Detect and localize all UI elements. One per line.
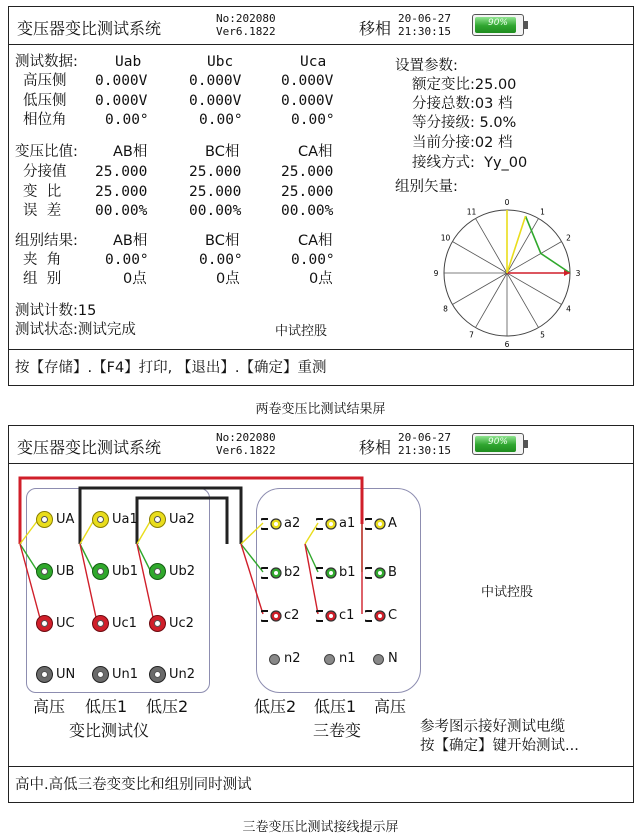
value-low-uab: 0.000V xyxy=(95,93,148,109)
transformer-terminal-label: C xyxy=(388,608,398,623)
clock-number: 11 xyxy=(466,207,477,217)
transformer-terminal-label: a2 xyxy=(284,516,301,531)
group-title: 组别结果: xyxy=(15,233,78,249)
clock-number: 7 xyxy=(469,330,474,340)
instrument-terminal-label: UC xyxy=(56,616,75,631)
label-low1: 低压1 xyxy=(85,697,128,716)
row-label-group: 组 别 xyxy=(23,271,62,287)
instrument-terminal-ub1 xyxy=(92,563,109,580)
vector-title: 组别矢量: xyxy=(395,179,458,195)
clock-spoke xyxy=(476,218,508,273)
instrument-terminal-un2 xyxy=(149,666,166,683)
clock-number: 5 xyxy=(540,330,545,340)
mode-label: 移相 xyxy=(359,438,392,457)
wire-segment xyxy=(305,544,318,614)
clock-number: 10 xyxy=(440,233,451,243)
value-high-uab: 0.000V xyxy=(95,73,148,89)
value-high-uca: 0.000V xyxy=(281,73,334,89)
label-high: 高压 xyxy=(33,697,66,716)
transformer-terminal-label: n2 xyxy=(284,651,301,666)
value-error-bc: 00.00% xyxy=(189,203,242,219)
row-label-error: 误 差 xyxy=(23,203,62,219)
value-ratio-ab: 25.000 xyxy=(95,184,148,200)
transformer-terminal-label: B xyxy=(388,565,397,580)
value-tap-bc: 25.000 xyxy=(189,164,242,180)
row-label-low: 低压侧 xyxy=(23,93,67,109)
transformer-terminal-n1 xyxy=(324,654,335,665)
value-group-bc: 0点 xyxy=(216,271,240,287)
value-low-ubc: 0.000V xyxy=(189,93,242,109)
transformer-terminal-b2 xyxy=(261,567,283,579)
caption-wiring-screen: 三卷变压比测试接线提示屏 xyxy=(242,820,399,835)
label-tr-high: 高压 xyxy=(374,697,407,716)
watermark: 中试控股 xyxy=(275,324,328,339)
value-error-ab: 00.00% xyxy=(95,203,148,219)
settings-title: 设置参数: xyxy=(395,58,458,74)
test-count: 测试计数:15 xyxy=(15,303,97,319)
serial-number: No:202080 xyxy=(216,431,276,444)
version-number: Ver6.1822 xyxy=(216,25,276,38)
transformer-terminal-a2 xyxy=(261,518,283,530)
instrument-terminal-label: Uc2 xyxy=(169,616,194,631)
wire-segment xyxy=(20,520,38,544)
transformer-terminal-n xyxy=(373,654,384,665)
wire-segment xyxy=(20,544,38,572)
measure-col-ubc: Ubc xyxy=(207,54,234,70)
transformer-terminal-label: b2 xyxy=(284,565,301,580)
instrument-terminal-label: Ua2 xyxy=(169,512,195,527)
instrument-terminal-un1 xyxy=(92,666,109,683)
transformer-terminal-a1 xyxy=(316,518,338,530)
value-phase-ubc: 0.00° xyxy=(199,112,243,128)
instrument-terminal-ua2 xyxy=(149,511,166,528)
instrument-terminal-uc1 xyxy=(92,615,109,632)
transformer-terminal-label: n1 xyxy=(339,651,356,666)
transformer-terminal-b1 xyxy=(316,567,338,579)
row-label-angle: 夹 角 xyxy=(23,252,62,268)
transformer-terminal-c2 xyxy=(261,610,283,622)
phasor-green xyxy=(525,216,540,253)
clock-spoke xyxy=(452,273,507,305)
setting-current-tap: 当前分接:02 档 xyxy=(412,135,513,151)
vector-clock-diagram xyxy=(427,193,587,353)
ratio-col-ab: AB相 xyxy=(113,144,148,160)
value-low-uca: 0.000V xyxy=(281,93,334,109)
instrument-terminal-label: UN xyxy=(56,667,76,682)
clock-number: 4 xyxy=(566,304,571,314)
group-col-ab: AB相 xyxy=(113,233,148,249)
instrument-terminal-ua xyxy=(36,511,53,528)
transformer-terminal-label: c1 xyxy=(339,608,355,623)
ratio-col-ca: CA相 xyxy=(298,144,333,160)
setting-rated-ratio: 额定变比:25.00 xyxy=(412,77,517,93)
instrument-terminal-label: Ua1 xyxy=(112,512,138,527)
clock-number: 6 xyxy=(504,340,510,349)
value-ratio-ca: 25.000 xyxy=(281,184,334,200)
wire-segment xyxy=(20,544,41,622)
transformer-terminal-label: c2 xyxy=(284,608,300,623)
label-tr-low1: 低压1 xyxy=(314,697,357,716)
result-screen xyxy=(8,6,634,386)
time-label: 21:30:15 xyxy=(398,444,451,457)
transformer-terminal-n2 xyxy=(269,654,280,665)
battery-percent: 90% xyxy=(487,437,508,447)
serial-number: No:202080 xyxy=(216,12,276,25)
measure-title: 测试数据: xyxy=(15,54,78,70)
value-high-ubc: 0.000V xyxy=(189,73,242,89)
datetime xyxy=(398,12,451,38)
transformer-name: 三卷变 xyxy=(313,721,362,740)
battery-percent: 90% xyxy=(487,18,508,28)
measure-col-uca: Uca xyxy=(300,54,327,70)
transformer-terminal-c xyxy=(365,610,387,622)
wire-segment xyxy=(80,544,97,622)
value-tap-ca: 25.000 xyxy=(281,164,334,180)
hint-line2: 按【确定】键开始测试... xyxy=(420,738,579,754)
time-label: 21:30:15 xyxy=(398,25,451,38)
measure-col-uab: Uab xyxy=(115,54,142,70)
clock-spoke xyxy=(476,273,508,328)
phasor-green-2 xyxy=(541,253,570,273)
test-status: 测试状态:测试完成 xyxy=(15,322,136,338)
value-phase-uca: 0.00° xyxy=(291,112,335,128)
instrument-name: 变比测试仪 xyxy=(69,721,150,740)
hint-line1: 参考图示接好测试电缆 xyxy=(420,719,565,735)
instrument-terminal-label: Un1 xyxy=(112,667,139,682)
wire-segment xyxy=(241,523,263,544)
wire-segment xyxy=(80,520,94,544)
transformer-terminal-label: a1 xyxy=(339,516,356,531)
group-col-bc: BC相 xyxy=(205,233,240,249)
instrument-terminal-ub xyxy=(36,563,53,580)
instrument-terminal-label: UA xyxy=(56,512,75,527)
clock-number: 1 xyxy=(540,207,545,217)
row-label-tap: 分接值 xyxy=(23,164,67,180)
instrument-terminal-ub2 xyxy=(149,563,166,580)
wire-segment xyxy=(137,544,154,622)
transformer-terminal-a xyxy=(365,518,387,530)
value-ratio-bc: 25.000 xyxy=(189,184,242,200)
value-angle-ca: 0.00° xyxy=(291,252,335,268)
transformer-terminal-b xyxy=(365,567,387,579)
label-tr-low2: 低压2 xyxy=(254,697,297,716)
battery-icon xyxy=(472,14,524,36)
transformer-terminal-label: b1 xyxy=(339,565,356,580)
date-label: 20-06-27 xyxy=(398,12,451,25)
value-group-ab: 0点 xyxy=(123,271,147,287)
row-label-ratio: 变 比 xyxy=(23,184,62,200)
phasor-yellow-2 xyxy=(507,216,525,273)
value-error-ca: 00.00% xyxy=(281,203,334,219)
battery-cap xyxy=(524,21,528,29)
setting-tap-total: 分接总数:03 档 xyxy=(412,96,513,112)
clock-spoke xyxy=(507,273,562,305)
value-tap-ab: 25.000 xyxy=(95,164,148,180)
value-group-ca: 0点 xyxy=(309,271,333,287)
app-title: 变压器变比测试系统 xyxy=(17,438,162,457)
instrument-terminal-label: Un2 xyxy=(169,667,196,682)
instrument-terminal-uc xyxy=(36,615,53,632)
row-label-high: 高压侧 xyxy=(23,73,67,89)
clock-number: 3 xyxy=(575,269,581,278)
instrument-terminal-label: Ub2 xyxy=(169,564,196,579)
app-title: 变压器变比测试系统 xyxy=(17,19,162,38)
instrument-terminal-label: Uc1 xyxy=(112,616,137,631)
wiring-screen xyxy=(8,425,634,803)
clock-number: 9 xyxy=(433,269,439,278)
wire-segment xyxy=(241,544,263,572)
instrument-terminal-ua1 xyxy=(92,511,109,528)
header-bar xyxy=(9,7,633,45)
version-info xyxy=(216,12,276,38)
clock-spoke xyxy=(452,242,507,274)
version-number: Ver6.1822 xyxy=(216,444,276,457)
transformer-terminal-c1 xyxy=(316,610,338,622)
clock-spoke xyxy=(507,273,539,328)
transformer-terminal-label: N xyxy=(388,651,398,666)
transformer-terminal-label: A xyxy=(388,516,397,531)
date-label: 20-06-27 xyxy=(398,431,451,444)
mode-label: 移相 xyxy=(359,19,392,38)
instrument-terminal-un xyxy=(36,666,53,683)
watermark: 中试控股 xyxy=(481,585,534,600)
footer-hint: 按【存储】.【F4】打印, 【退出】.【确定】重测 xyxy=(15,360,327,376)
footer-bar xyxy=(9,349,633,385)
setting-connection: 接线方式: Yy_00 xyxy=(412,155,528,171)
instrument-terminal-label: UB xyxy=(56,564,75,579)
group-col-ca: CA相 xyxy=(298,233,333,249)
ratio-title: 变压比值: xyxy=(15,144,78,160)
footer-hint: 高中.高低三卷变变比和组别同时测试 xyxy=(15,777,252,793)
value-angle-bc: 0.00° xyxy=(199,252,243,268)
label-low2: 低压2 xyxy=(146,697,189,716)
ratio-col-bc: BC相 xyxy=(205,144,240,160)
clock-number: 8 xyxy=(443,304,448,314)
setting-tap-step: 等分接级: 5.0% xyxy=(412,115,517,131)
row-label-phase: 相位角 xyxy=(23,112,67,128)
footer-bar xyxy=(9,766,633,802)
instrument-terminal-label: Ub1 xyxy=(112,564,139,579)
clock-number: 0 xyxy=(504,198,510,207)
value-phase-uab: 0.00° xyxy=(105,112,149,128)
wire-segment xyxy=(241,544,263,614)
wire-segment xyxy=(137,520,151,544)
value-angle-ab: 0.00° xyxy=(105,252,149,268)
clock-number: 2 xyxy=(566,233,571,243)
instrument-terminal-uc2 xyxy=(149,615,166,632)
caption-result-screen: 两卷变压比测试结果屏 xyxy=(255,402,386,417)
